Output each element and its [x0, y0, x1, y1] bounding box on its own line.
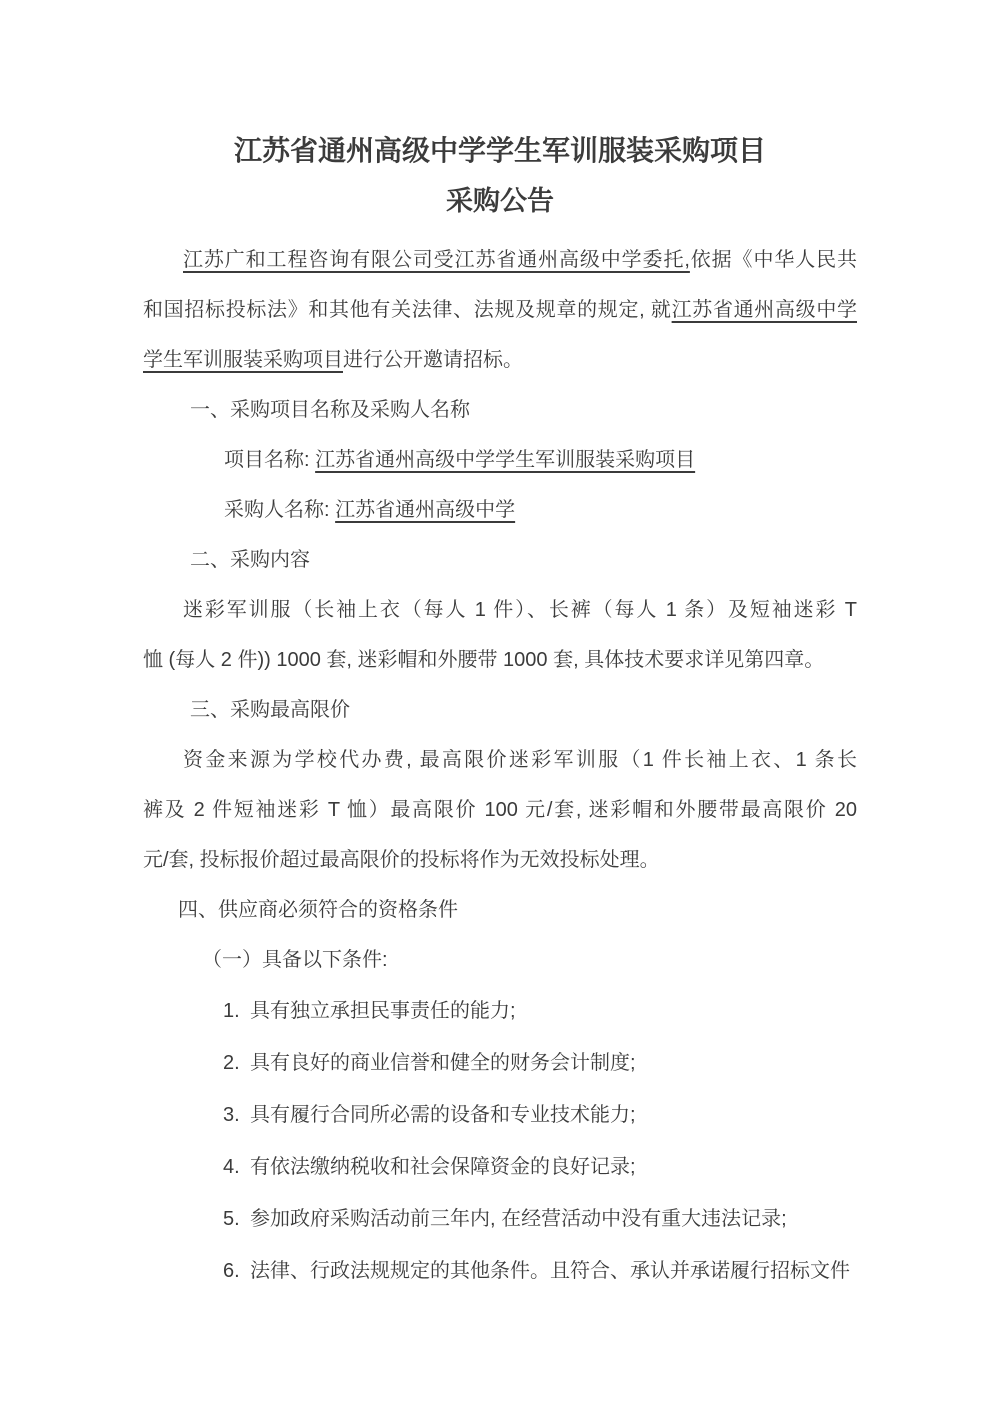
list-item-number: 5.: [223, 1208, 240, 1230]
section-heading: [143, 385, 857, 435]
section-heading: [143, 685, 857, 735]
section-heading: [143, 535, 857, 585]
text-segment: 具有独立承担民事责任的能力;: [250, 1000, 516, 1022]
underlined-text: 学生军训服装采购项目: [143, 349, 343, 371]
list-item-number: 2.: [223, 1052, 240, 1074]
paragraph-line: [143, 585, 857, 635]
list-item-number: 3.: [223, 1104, 240, 1126]
paragraph-line: [143, 835, 857, 885]
underlined-text: 江苏省通州高级中学: [335, 499, 516, 521]
list-item: [143, 985, 857, 1037]
paragraph-line: [143, 235, 857, 285]
text-segment: 一、采购项目名称及采购人名称: [190, 399, 470, 421]
underlined-text: 江苏广和工程咨询有限公司受江苏省通州高级中学委托,: [183, 249, 690, 271]
text-segment: 四、供应商必须符合的资格条件: [178, 899, 458, 921]
section-heading: [143, 885, 857, 935]
paragraph-line: [143, 735, 857, 785]
text-segment: 法律、行政法规规定的其他条件。且符合、承认并承诺履行招标文件: [250, 1260, 850, 1282]
text-segment: 参加政府采购活动前三年内, 在经营活动中没有重大违法记录;: [250, 1208, 787, 1230]
text-segment: 有依法缴纳税收和社会保障资金的良好记录;: [250, 1156, 636, 1178]
list-item: [143, 1089, 857, 1141]
field-line: [143, 485, 857, 535]
underlined-text: 江苏省通州高级中学: [671, 299, 857, 321]
paragraph-line: [143, 785, 857, 835]
list-item-number: 1.: [223, 1000, 240, 1022]
text-segment: （一）具备以下条件:: [202, 949, 388, 971]
text-segment: 恤 (每人 2 件)) 1000 套, 迷彩帽和外腰带 1000 套, 具体技术要求详见第四章。: [143, 649, 825, 671]
text-segment: 和国招标投标法》和其他有关法律、法规及规章的规定, 就: [143, 299, 672, 321]
text-segment: 依据《中华人民共: [689, 249, 857, 271]
text-segment: 三、采购最高限价: [190, 699, 350, 721]
list-item: [143, 1245, 857, 1297]
list-item-number: 6.: [223, 1260, 240, 1282]
paragraph-line: [143, 635, 857, 685]
field-line: [143, 435, 857, 485]
list-item-number: 4.: [223, 1156, 240, 1178]
text-segment: 元/套, 投标报价超过最高限价的投标将作为无效投标处理。: [143, 849, 660, 871]
text-segment: 项目名称:: [224, 449, 316, 471]
text-segment: 裤及 2 件短袖迷彩 T 恤）最高限价 100 元/套, 迷彩帽和外腰带最高限价 20: [143, 799, 857, 821]
text-segment: 资金来源为学校代办费, 最高限价迷彩军训服（1 件长袖上衣、1 条长: [183, 749, 857, 771]
text-segment: 进行公开邀请招标。: [343, 349, 523, 371]
list-item: [143, 1141, 857, 1193]
text-segment: 采购人名称:: [224, 499, 336, 521]
text-segment: 具有履行合同所必需的设备和专业技术能力;: [250, 1104, 636, 1126]
subsection-heading: [143, 935, 857, 985]
list-item: [143, 1037, 857, 1089]
paragraph-line: [143, 285, 857, 335]
paragraph-line: [143, 335, 857, 385]
text-segment: 具有良好的商业信誉和健全的财务会计制度;: [250, 1052, 636, 1074]
document-subtitle: 采购公告: [446, 186, 554, 216]
text-segment: 二、采购内容: [190, 549, 310, 571]
document-title: 江苏省通州高级中学学生军训服装采购项目: [233, 135, 766, 166]
list-item: [143, 1193, 857, 1245]
text-segment: 迷彩军训服（长袖上衣（每人 1 件）、长裤（每人 1 条）及短袖迷彩 T: [183, 599, 857, 621]
underlined-text: 江苏省通州高级中学学生军训服装采购项目: [315, 449, 696, 471]
document-body: [143, 235, 857, 1297]
